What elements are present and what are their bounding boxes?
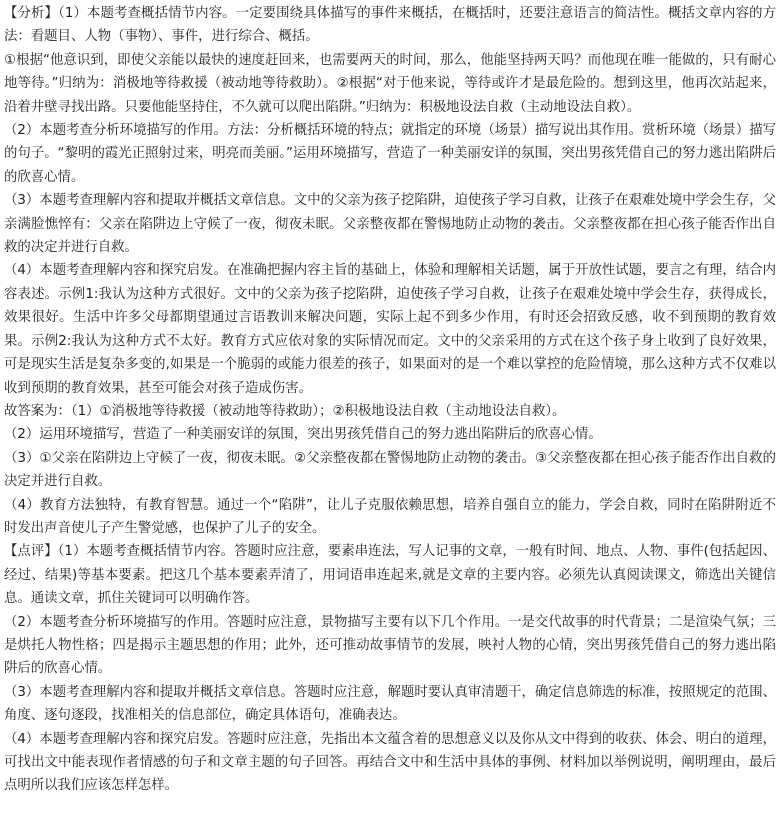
comment-q3-paragraph: （3）本题考查理解内容和提取并概括文章信息。答题时应注意，解题时要认真审清题干，确定信息筛选的标准，按照规定的范围、角度、逐句逐段，找准相关的信息部位，确定具体语句，准确表达。 (4, 684, 776, 724)
comment-q4-paragraph: （4）本题考查理解内容和探究启发。答题时应注意，先指出本文蕴含着的思想意义以及你从文中得到的收获、体会、明白的道理，可找出文中能表现作者情感的句子和文章主题的句子回答。再结合文中和生活中具体的事例、材料加以举例说明，阐明理由，最后点明所以我们应该怎样怎样。 (4, 731, 776, 794)
analysis-q1-paragraph: 【分析】（1）本题考查概括情节内容。一定要围绕具体描写的事件来概括，在概括时，还要注意语言的简洁性。概括文章内容的方法：看题目、人物（事物）、事件，进行综合、概括。 (4, 6, 776, 45)
analysis-q1-detail-paragraph: ①根据“他意识到，即使父亲能以最快的速度赶回来，也需要两天的时间，那么，他能坚持两天吗？而他现在唯一能做的，只有耐心地等待。”归纳为：消极地等待救援（被动地等待救助）。②根据“对于他来说，等待或许才是最危险的。想到这里，他再次站起来，沿着井壁寻找出路。只要他能坚持住，不久就可以爬出陷阱。”归纳为：积极地设法自救（主动地设法自救）。 (4, 52, 776, 115)
comment-q2-paragraph: （2）本题考查分析环境描写的作用。答题时应注意，景物描写主要有以下几个作用。一是交代故事的时代背景；二是渲染气氛；三是烘托人物性格；四是揭示主题思想的作用；此外，还可推动故事情节的发展，映衬人物的心情，突出男孩凭借自己的努力逃出陷阱后的欣喜心情。 (4, 614, 776, 677)
comment-q1-paragraph: 【点评】（1）本题考查概括情节内容。答题时应注意，要素串连法，写人记事的文章，一般有时间、地点、人物、事件(包括起因、经过、结果)等基本要素。把这几个基本要素弄清了，用词语串连起来,就是文章的主要内容。必须先认真阅读课文，筛选出关键信息。通读文章，抓住关键词可以明确作答。 (4, 544, 776, 607)
answer-q2-paragraph: （2）运用环境描写，营造了一种美丽安详的氛围，突出男孩凭借自己的努力逃出陷阱后的欣喜心情。 (4, 427, 602, 443)
analysis-q3-paragraph: （3）本题考查理解内容和提取并概括文章信息。文中的父亲为孩子挖陷阱，迫使孩子学习自救，让孩子在艰难处境中学会生存，父亲满脸憔悴有：父亲在陷阱边上守候了一夜，彻夜未眠。父亲整夜都在警惕地防止动物的袭击。父亲整夜都在担心孩子能否作出自救的决定并进行自救。 (4, 193, 776, 256)
answer-q3-paragraph: （3）①父亲在陷阱边上守候了一夜，彻夜未眠。②父亲整夜都在警惕地防止动物的袭击。③父亲整夜都在担心孩子能否作出自救的决定并进行自救。 (4, 450, 776, 490)
analysis-q4-paragraph: （4）本题考查理解内容和探究启发。在准确把握内容主旨的基础上，体验和理解相关话题，属于开放性试题，要言之有理，结合内容表述。示例1:我认为这种方式很好。文中的父亲为孩子挖陷阱，迫使孩子学习自救，让孩子在艰难处境中学会生存，获得成长，效果很好。生活中许多父母都期望通过言语教训来解决问题，实际上起不到多少作用，有时还会招致反感，收不到预期的教育效果。示例2:我认为这种方式不太好。教育方式应依对象的实际情况而定。文中的父亲采用的方式在这个孩子身上收到了良好效果，可是现实生活是复杂多变的,如果是一个脆弱的或能力很差的孩子，如果面对的是一个难以掌控的危险情境，那么这种方式不仅难以收到预期的教育效果，甚至可能会对孩子造成伤害。 (4, 263, 776, 396)
answer-q1-paragraph: 故答案为：（1）①消极地等待救援（被动地等待救助）；②积极地设法自救（主动地设法自救）。 (4, 403, 566, 419)
answer-q4-paragraph: （4）教育方法独特，有教育智慧。通过一个“陷阱”，让儿子克服依赖思想，培养自强自立的能力，学会自救，同时在陷阱附近不时发出声音使儿子产生警觉感，也保护了儿子的安全。 (4, 497, 776, 536)
analysis-q2-paragraph: （2）本题考查分析环境描写的作用。方法：分析概括环境的特点；就指定的环境（场景）描写说出其作用。赏析环境（场景）描写的句子。“黎明的霞光正照射过来，明亮而美丽。”运用环境描写，营造了一种美丽安详的氛围，突出男孩凭借自己的努力逃出陷阱后的欣喜心情。 (4, 123, 776, 185)
